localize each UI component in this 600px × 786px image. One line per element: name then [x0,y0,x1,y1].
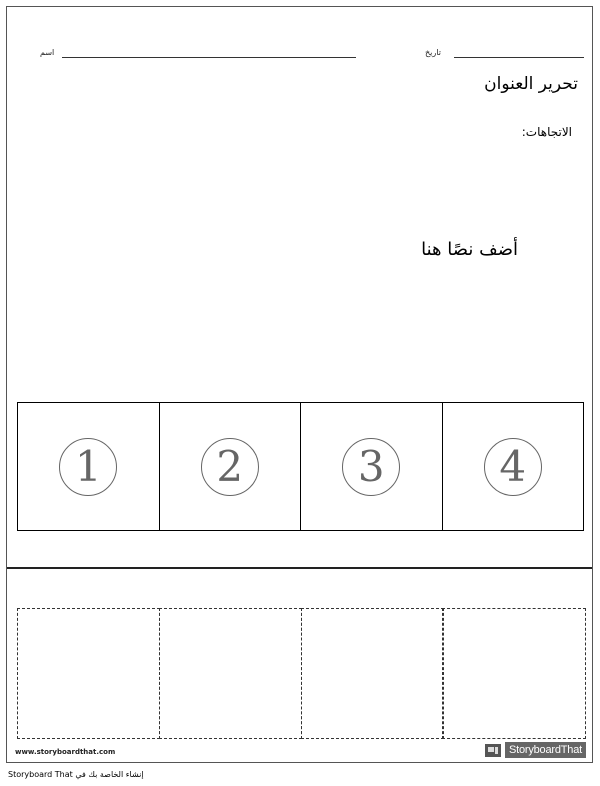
circled-number: 2 [201,438,259,496]
numbered-cell[interactable] [18,403,160,530]
circled-number: 3 [342,438,400,496]
numbered-cell[interactable] [301,403,443,530]
text-placeholder[interactable]: أضف نصًا هنا [421,239,518,260]
cut-out-box[interactable] [442,608,585,739]
brand-logo-area[interactable] [485,742,586,758]
storyboard-logo-icon [485,744,501,757]
circled-number: 4 [484,438,542,496]
site-url[interactable]: www.storyboardthat.com [15,748,116,756]
date-label: تاريخ [425,48,441,57]
cut-out-box[interactable] [301,608,444,739]
cut-divider-line [7,567,592,569]
circled-number: 1 [59,438,117,496]
brand-name: StoryboardThat [505,742,586,758]
cut-out-box[interactable] [159,608,302,739]
directions-label[interactable]: الاتجاهات: [521,125,572,139]
cut-out-boxes [17,608,584,739]
created-in-note: إنشاء الخاصة بك في Storyboard That [8,770,144,779]
page-title[interactable]: تحرير العنوان [484,74,578,94]
name-line [62,57,356,58]
numbered-cell[interactable] [443,403,584,530]
worksheet-page [6,6,593,763]
name-label: اسم [40,48,55,57]
numbered-cells [17,402,584,531]
cut-out-box[interactable] [17,608,160,739]
date-line [454,57,584,58]
numbered-cell[interactable] [160,403,302,530]
